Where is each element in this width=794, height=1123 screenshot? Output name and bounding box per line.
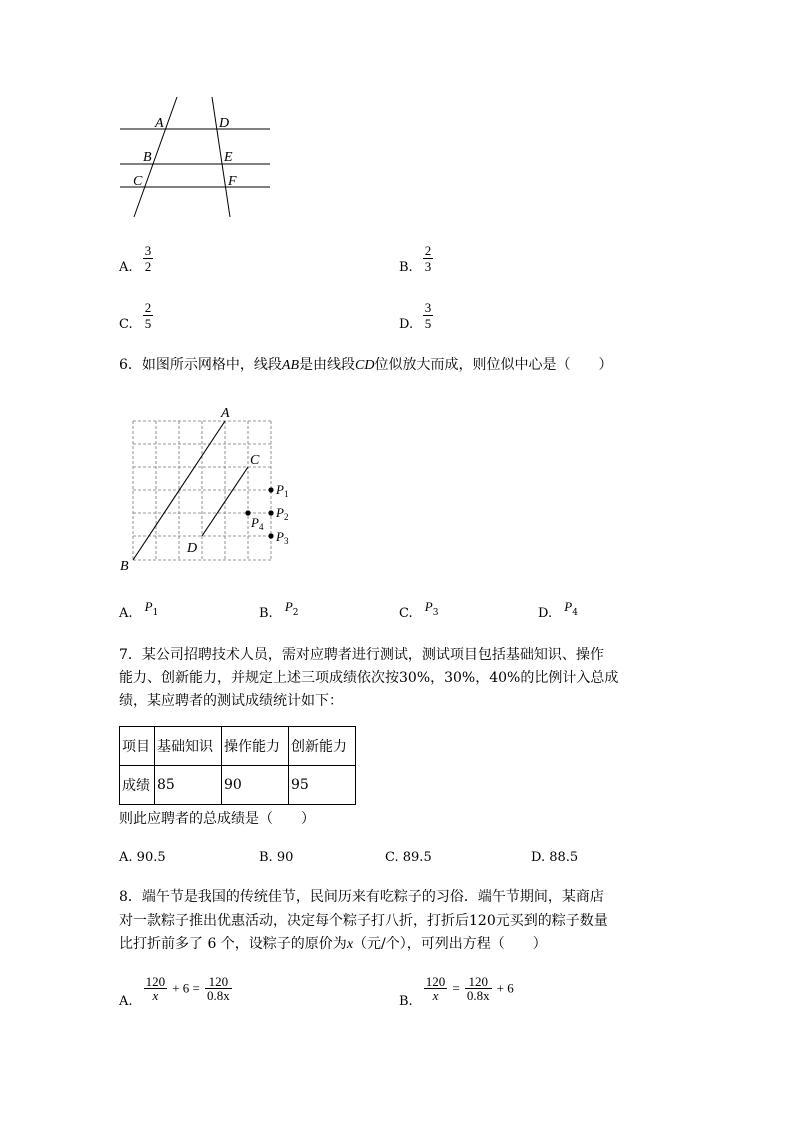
label-p2: $P_2$ — [276, 505, 289, 522]
fraction — [143, 244, 153, 273]
transversal-1 — [134, 97, 177, 217]
score-table — [119, 726, 356, 805]
fraction: $\frac{120}{0.8x}$ — [206, 974, 230, 1003]
option-letter: A. — [119, 260, 133, 275]
grid-lines — [133, 421, 271, 560]
table-cell: 项目 — [120, 727, 155, 766]
table-cell: 85 — [155, 766, 222, 805]
option-letter: B. — [399, 260, 413, 275]
table-cell: 基础知识 — [155, 727, 222, 766]
q7-option-d[interactable]: D. 88.5 — [531, 850, 579, 865]
grid-figure — [110, 400, 310, 580]
label-p3: $P_3$ — [276, 529, 289, 546]
fraction: $\frac{120}{0.8x}$ — [466, 974, 490, 1003]
option-letter: D. — [399, 317, 414, 332]
q8-option-a[interactable]: $_{A.}$ $\frac{120}{x}$ + 6 = $\frac{120}{0.8x}$ — [119, 974, 230, 1009]
label-a: A — [155, 116, 164, 131]
q7-stem-line3: 绩，某应聘者的测试成绩统计如下： — [119, 693, 343, 709]
fraction: $\frac{120}{x}$ — [145, 974, 166, 1003]
q7-stem-line2: 能力、创新能力，并规定上述三项成绩依次按30%，30%，40%的比例计入总成 — [119, 670, 619, 686]
numerator: 2 — [424, 243, 432, 258]
table-cell: 90 — [222, 766, 289, 805]
point-p2 — [268, 510, 273, 515]
q7-option-b[interactable]: B. 90 — [259, 850, 294, 865]
q6-stem: 6．如图所示网格中，线段AB是由线段CD位似放大而成，则位似中心是（ ） — [119, 357, 613, 373]
point-p1 — [268, 487, 273, 492]
q7-question: 则此应聘者的总成绩是（ ） — [119, 811, 315, 827]
label-c: C — [133, 174, 143, 189]
label-p1: $P_1$ — [276, 482, 289, 499]
q7-option-a[interactable]: A. 90.5 — [119, 850, 166, 865]
fraction: $\frac{120}{x}$ — [425, 974, 446, 1003]
option-letter: C. — [119, 317, 133, 332]
q6-option-c[interactable]: C. $P_3$ — [399, 599, 439, 621]
table-cell: 95 — [289, 766, 356, 805]
segment-ab: AB — [281, 358, 300, 373]
table-cell: 成绩 — [120, 766, 155, 805]
label-p4: $P_4$ — [251, 515, 264, 532]
label-f: F — [228, 174, 237, 189]
fraction — [143, 301, 153, 330]
parallel-lines-figure — [110, 90, 280, 225]
label-a: A — [221, 406, 230, 421]
denominator: 5 — [424, 316, 432, 331]
label-b: B — [143, 150, 152, 165]
point-p3 — [268, 533, 273, 538]
table-header-row — [120, 727, 356, 766]
q8-stem-line2: 对一款粽子推出优惠活动，决定每个粽子打八折，打折后120元买到的粽子数量 — [119, 913, 608, 929]
q7-stem-line1: 7．某公司招聘技术人员，需对应聘者进行测试，测试项目包括基础知识、操作 — [119, 647, 604, 663]
table-row — [120, 766, 356, 805]
label-e: E — [224, 150, 233, 165]
denominator: 2 — [144, 259, 152, 274]
q6-option-d[interactable]: D. $P_4$ — [538, 599, 578, 621]
fraction — [423, 301, 433, 330]
numerator: 3 — [424, 300, 432, 315]
segment-cd: CD — [355, 358, 375, 373]
label-d: D — [187, 541, 198, 556]
table-cell: 操作能力 — [222, 727, 289, 766]
denominator: 5 — [144, 316, 152, 331]
label-c: C — [250, 453, 260, 468]
q8-option-b[interactable]: $_{B.}$ $\frac{120}{x}$ = $\frac{120}{0.8x}$ + 6 — [399, 974, 514, 1009]
label-d: D — [219, 116, 230, 131]
denominator: 3 — [424, 259, 432, 274]
q8-stem-line1: 8．端午节是我国的传统佳节，民间历来有吃粽子的习俗．端午节期间，某商店 — [119, 889, 604, 905]
q6-option-b[interactable]: B. $P_2$ — [259, 599, 299, 621]
table-cell: 创新能力 — [289, 727, 356, 766]
label-b: B — [120, 559, 129, 574]
numerator: 3 — [144, 243, 152, 258]
fraction — [423, 244, 433, 273]
q6-option-a[interactable]: A. $P_1$ — [119, 599, 159, 621]
q8-stem-line3: 比打折前多了 6 个，设粽子的原价为x（元/个），可列出方程（ ） — [119, 936, 547, 952]
numerator: 2 — [144, 300, 152, 315]
point-p4 — [245, 510, 250, 515]
q7-option-c[interactable]: C. 89.5 — [385, 850, 432, 865]
